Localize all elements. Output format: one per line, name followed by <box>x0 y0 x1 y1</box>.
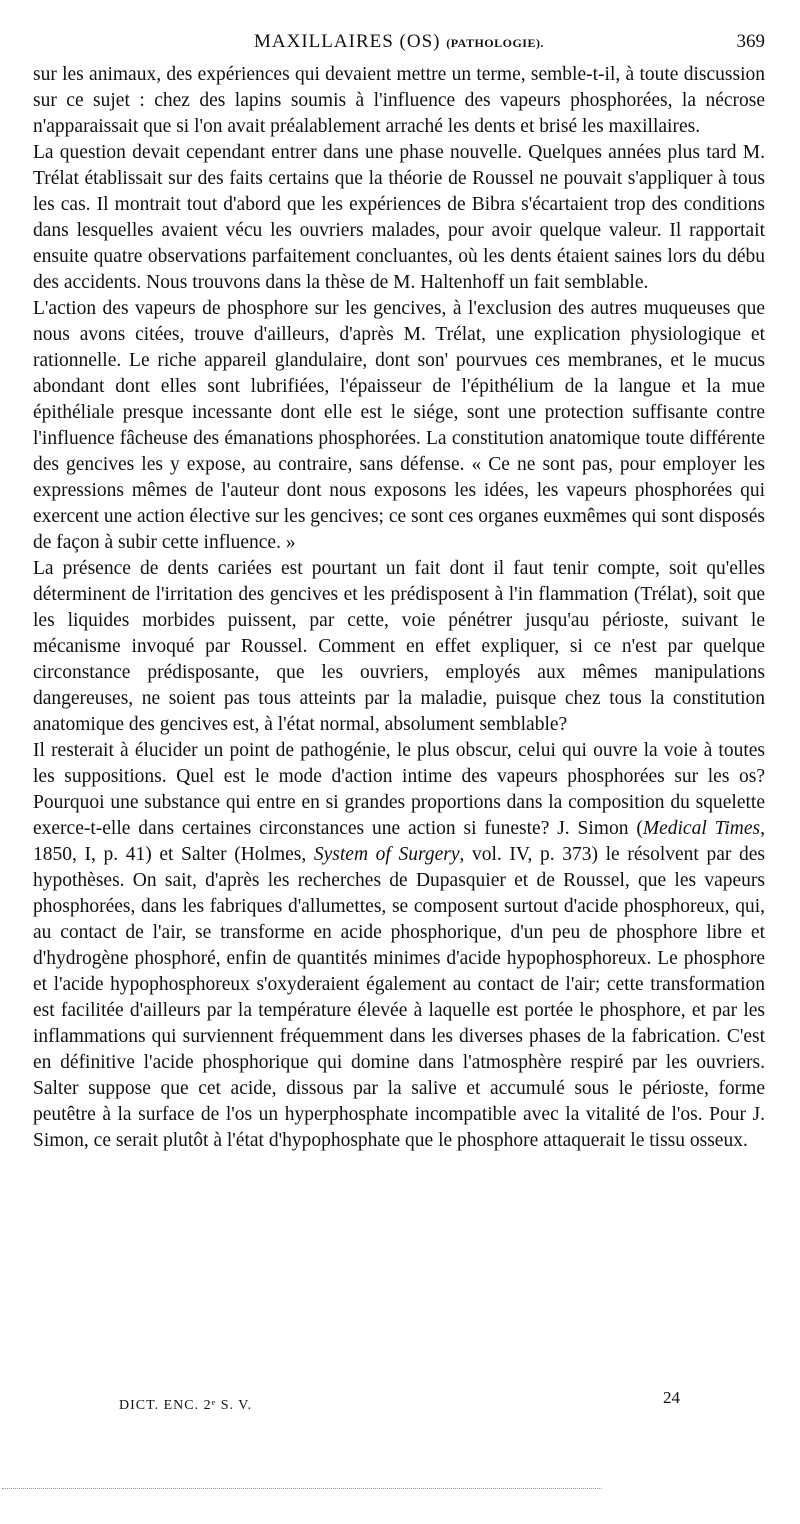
paragraph <box>33 140 765 296</box>
text-run: , vol. IV, p. 373) le résolvent par des hypothèses. On sait, d'après les recherches de Dupasquier et de Roussel, que les vapeurs phosphorées, dans les fabriques d'allumettes, se composent surtout d'acide phosphoreux, qui, au contact de l'air, se transforme en acide phosphorique, d'un peu de phosphore libre et d'hydrogène phosphoré, enfin de quantités minimes d'acide hypophosphoreux. Le phosphore et l'acide hypophosphoreux s'oxyderaient également au contact de l'air; cette transformation est facilitée d'ailleurs par la température élevée à laquelle est portée le phosphore, et par les inflammations qui surviennent fréquemment dans les diverses phases de la fabrication. C'est en définitive l'acide phosphorique qui domine dans l'atmosphère respiré par les ouvriers. Salter suppose que cet acide, dissous par la salive et accumulé sous le périoste, forme peutêtre à la surface de l'os un hyperphosphate incompatible avec la vitalité de l'os. Pour J. Simon, ce serait plutôt à l'état d'hypophosphate que le phosphore attaquerait le tissu osseux. <box>33 844 765 1151</box>
italic-citation: Medical Times <box>642 818 761 839</box>
body-text <box>33 62 765 1154</box>
text-run: , 1850, I, p. 41) et Salter (Holmes, <box>33 818 766 865</box>
paragraph <box>33 738 765 1154</box>
printer-signature: DICT. ENC. 2ᵉ S. V. <box>119 1398 253 1413</box>
sheet-number: 24 <box>663 1388 680 1407</box>
running-title-sub: (PATHOLOGIE). <box>446 36 544 50</box>
scan-artifact-line <box>2 1488 602 1489</box>
text-run: sur les animaux, des expériences qui devaient mettre un terme, semble-t-il, à toute discussion sur ce sujet : chez des lapins soumis à l'influence des vapeurs phosphorées, la nécrose n'apparaissait que si l'on avait préalablement arraché les dents et brisé les maxillaires. <box>33 64 765 137</box>
page-footer <box>33 1388 765 1418</box>
text-run: La présence de dents cariées est pourtant un fait dont il faut tenir compte, soit qu'elles déterminent de l'irritation des gencives et les prédisposent à l'in flammation (Trélat), soit que les liquides morbides puissent, par cette, voie pénétrer jusqu'au périoste, suivant le mécanisme invoqué par Roussel. Comment en effet expliquer, si ce n'est par quelque circonstance prédisposante, que les ouvriers, employés aux mêmes manipulations dangereuses, ne soient pas tous atteints par la maladie, puisque chez tous la constitution anatomique des gencives est, à l'état normal, absolument semblable? <box>33 558 765 735</box>
text-run: Il resterait à élucider un point de pathogénie, le plus obscur, celui qui ouvre la voie à toutes les suppositions. Quel est le mode d'action intime des vapeurs phosphorées sur les os? Pourquoi une substance qui entre en si grandes proportions dans la composition du squelette exerce-t-elle dans certaines circonstances une action si funeste? J. Simon ( <box>33 740 765 839</box>
paragraph <box>33 556 765 738</box>
paragraph <box>33 296 765 556</box>
page-number: 369 <box>736 31 765 52</box>
italic-citation: System of Surgery <box>313 844 460 865</box>
running-title-main: MAXILLAIRES (OS) <box>254 31 441 52</box>
paragraph <box>33 62 765 140</box>
document-page <box>33 0 765 1524</box>
text-run: L'action des vapeurs de phosphore sur les gencives, à l'exclusion des autres muqueuses que nous avons citées, trouve d'ailleurs, d'après M. Trélat, une explication physiologique et rationnelle. Le riche appareil glandulaire, dont son' pourvues ces membranes, et le mucus abondant dont elles sont lubrifiées, l'épaisseur de l'épithélium de la langue et la mue épithéliale presque incessante dont elle est le siége, sont une protection suffisante contre l'influence fâcheuse des émanations phosphorées. La constitution anatomique toute différente des gencives les y expose, au contraire, sans défense. « Ce ne sont pas, pour employer les expressions mêmes de l'auteur dont nous exposons les idées, les vapeurs phosphorées qui exercent une action élective sur les gencives; ce sont ces organes euxmêmes qui sont disposés de façon à subir cette influence. » <box>33 298 765 553</box>
text-run: La question devait cependant entrer dans une phase nouvelle. Quelques années plus tard M. Trélat établissait sur des faits certains que la théorie de Roussel ne pouvait s'appliquer à tous les cas. Il montrait tout d'abord que les expériences de Bibra s'écartaient trop des conditions dans lesquelles avaient vécu les ouvriers malades, pour avoir quelque valeur. Il rapportait ensuite quatre observations parfaitement concluantes, où les dents étaient saines lors du débu des accidents. Nous trouvons dans la thèse de M. Haltenhoff un fait semblable. <box>33 142 765 293</box>
running-title <box>33 31 765 53</box>
page-header <box>33 31 765 57</box>
